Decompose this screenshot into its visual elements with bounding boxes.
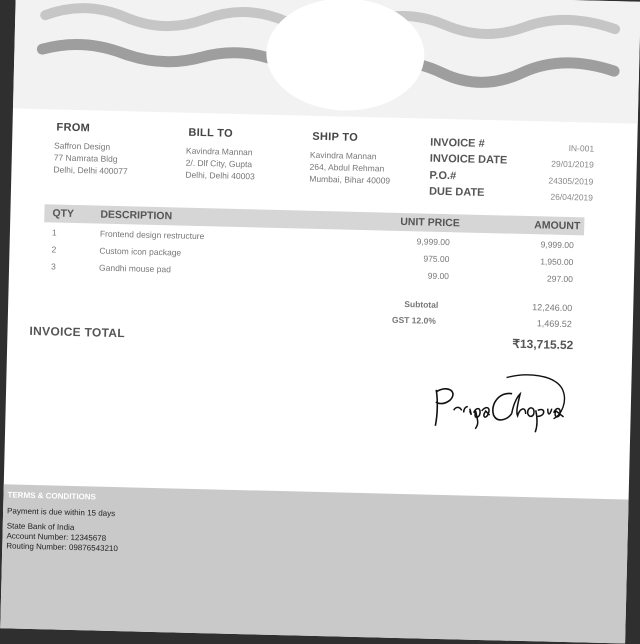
- unit-price-header: UNIT PRICE: [400, 215, 460, 230]
- terms-title: TERMS & CONDITIONS: [7, 490, 97, 502]
- ship-to-address: [309, 149, 391, 187]
- gst-label: GST 12.0%: [391, 314, 436, 326]
- qty-header: QTY: [52, 207, 75, 220]
- signature-stroke: [511, 394, 564, 433]
- invoice-number: IN-001: [568, 143, 595, 154]
- subtotal-label: Subtotal: [404, 299, 439, 310]
- account-number: Account Number: 12345678: [6, 531, 107, 543]
- signature-stroke: [493, 393, 513, 420]
- signature: [415, 369, 577, 445]
- amount-header: AMOUNT: [534, 219, 581, 233]
- row-qty: 1: [51, 227, 57, 238]
- header-band: [13, 0, 640, 124]
- row-qty: 3: [50, 261, 56, 272]
- from-line: Delhi, Delhi 400077: [53, 164, 128, 177]
- subtotal-value: 12,246.00: [532, 302, 573, 314]
- bill-to-line: Delhi, Delhi 40003: [185, 169, 255, 182]
- row-unit-price: 99.00: [427, 270, 450, 282]
- description-header: DESCRIPTION: [100, 208, 173, 223]
- bill-to-line: Kavindra Mannan: [185, 145, 253, 158]
- ship-to-line: Kavindra Mannan: [309, 149, 377, 162]
- invoice-date: 29/01/2019: [551, 158, 594, 170]
- invoice-total-label: INVOICE TOTAL: [29, 323, 126, 341]
- signature-stroke: [453, 406, 490, 429]
- gst-value: 1,469.52: [536, 318, 572, 330]
- bill-to-line: 2/. Dlf City, Gupta: [185, 157, 253, 170]
- invoice-date-label: INVOICE DATE: [429, 152, 508, 167]
- row-unit-price: 9,999.00: [416, 236, 450, 248]
- payment-terms: Payment is due within 15 days: [7, 506, 116, 519]
- footer-band: [0, 484, 640, 644]
- row-description: Custom icon package: [99, 245, 182, 258]
- bill-to-heading: BILL TO: [188, 126, 234, 140]
- ship-to-heading: SHIP TO: [312, 130, 359, 144]
- from-address: [53, 139, 128, 177]
- from-line: Saffron Design: [53, 140, 111, 152]
- po-number: 24305/2019: [548, 175, 594, 187]
- invoice-number-label: INVOICE #: [430, 136, 485, 150]
- row-unit-price: 975.00: [423, 253, 450, 265]
- signature-stroke: [435, 389, 453, 427]
- row-qty: 2: [51, 244, 57, 255]
- due-date: 26/04/2019: [550, 191, 594, 203]
- from-heading: FROM: [56, 121, 91, 135]
- due-date-label: DUE DATE: [428, 185, 485, 199]
- row-description: Frontend design restructure: [99, 228, 205, 242]
- po-label: P.O.#: [429, 169, 457, 183]
- row-amount: 1,950.00: [540, 256, 574, 268]
- row-amount: 9,999.00: [540, 239, 574, 251]
- row-description: Gandhi mouse pad: [98, 262, 172, 275]
- row-amount: 297.00: [546, 273, 574, 285]
- invoice-total-value: ₹13,715.52: [512, 336, 574, 353]
- ship-to-line: Mumbai, Bihar 40009: [309, 173, 391, 186]
- bill-to-address: [185, 145, 255, 183]
- from-line: 77 Namrata Bldg: [53, 152, 118, 164]
- signature-stroke: [506, 374, 565, 419]
- ship-to-line: 264, Abdul Rehman: [309, 161, 385, 174]
- routing-number: Routing Number: 09876543210: [6, 541, 118, 554]
- bank-name: State Bank of India: [6, 521, 75, 533]
